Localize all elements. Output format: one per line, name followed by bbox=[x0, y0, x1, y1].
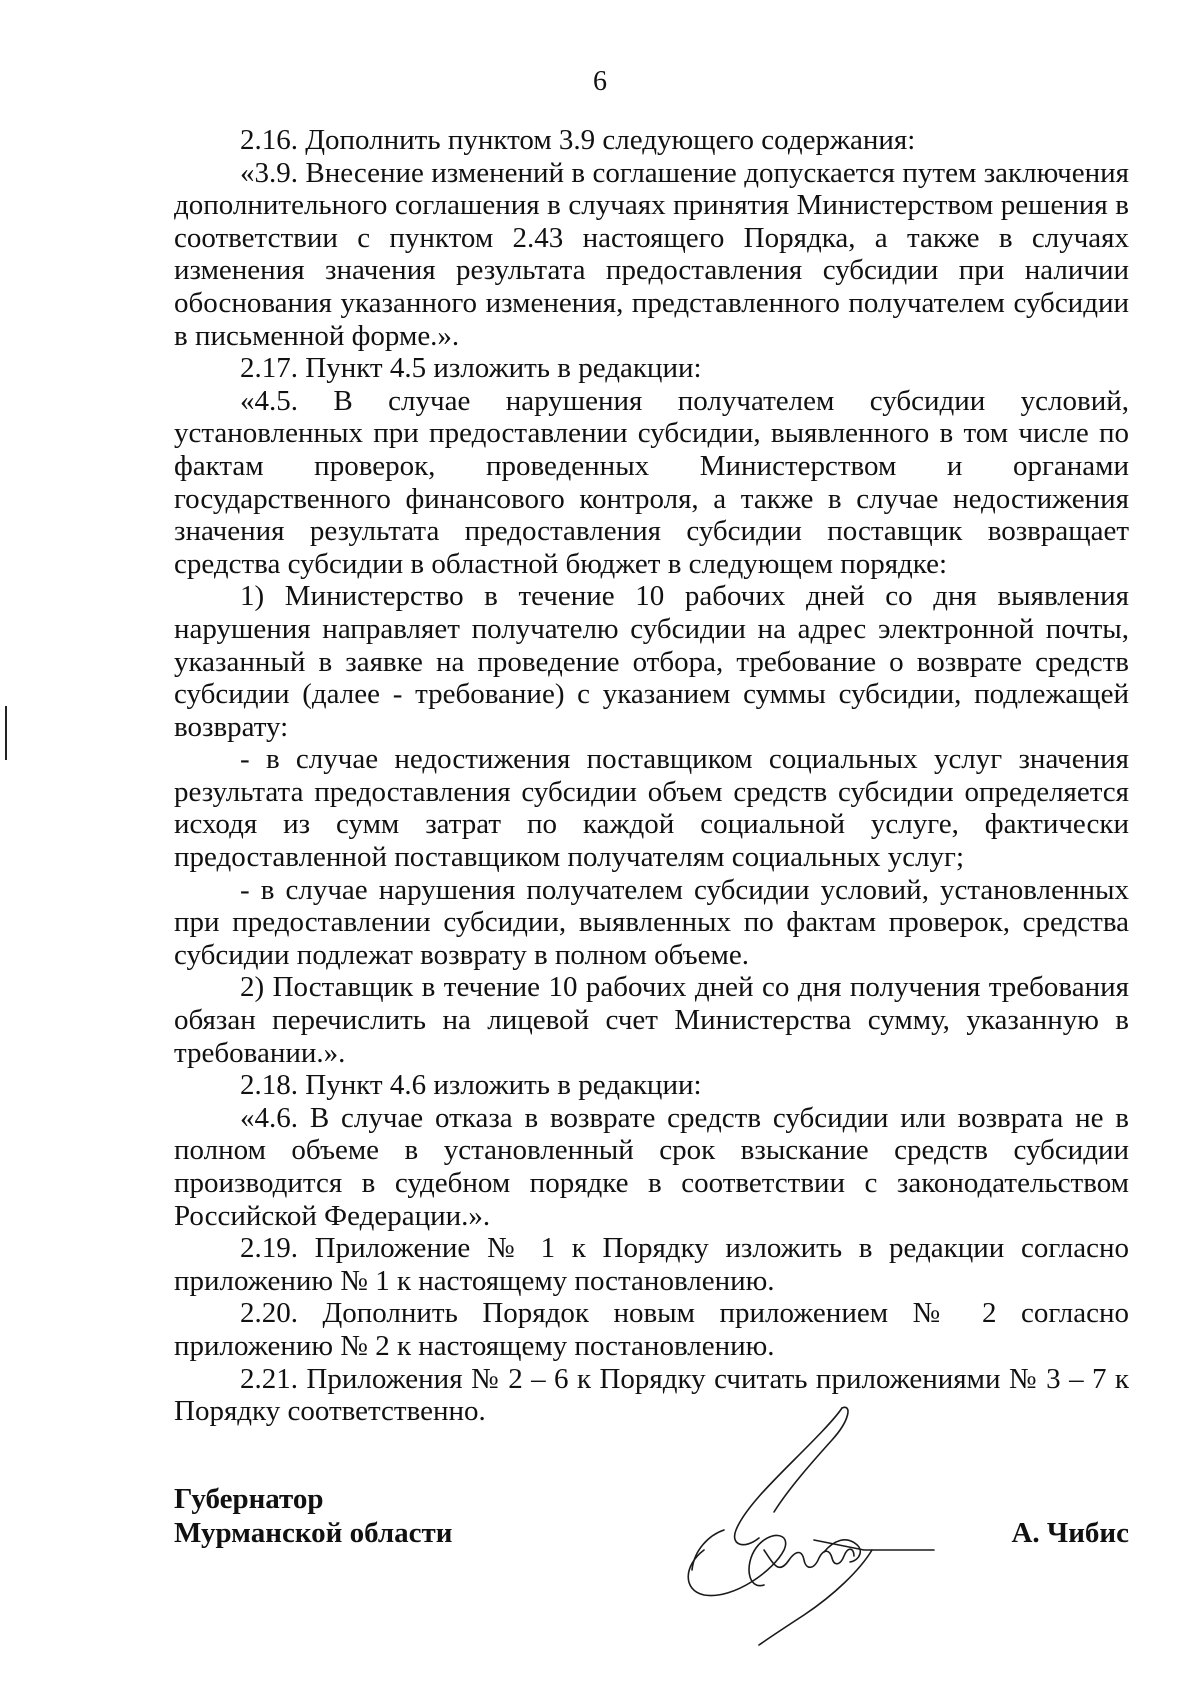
paragraph-4-5-dash-2: - в случае нарушения получателем субсидии условий, установленных при предоставлении субсидии, выявленных по фактам проверок, средства субсидии подлежат возврату в полном объеме. bbox=[174, 873, 1129, 971]
paragraph-3-9: «3.9. Внесение изменений в соглашение допускается путем заключения дополнительного соглашения в случаях принятия Министерством решения в соответствии с пунктом 2.43 настоящего Порядка, а также в случаях изменения значения результата предоставления субсидии при наличии обоснования указанного изменения, представленного получателем субсидии в письменной форме.». bbox=[174, 156, 1129, 352]
paragraph-2-21: 2.21. Приложения № 2 – 6 к Порядку считать приложениями № 3 – 7 к Порядку соответственно. bbox=[174, 1362, 1129, 1428]
paragraph-4-5-item-2: 2) Поставщик в течение 10 рабочих дней со дня получения требования обязан перечислить на лицевой счет Министерства сумму, указанную в требовании.». bbox=[174, 971, 1129, 1069]
page-number: 6 bbox=[593, 66, 607, 97]
signatory-name: А. Чибис bbox=[1011, 1517, 1129, 1549]
paragraph-4-5: «4.5. В случае нарушения получателем субсидии условий, установленных при предоставлении субсидии, выявленного в том числе по фактам проверок, проведенных Министерством и органами государственного финансового контроля, а также в случае недостижения значения результата предоставления субсидии поставщик возвращает средства субсидии в областной бюджет в следующем порядке: bbox=[174, 384, 1129, 580]
paragraph-4-6: «4.6. В случае отказа в возврате средств субсидии или возврата не в полном объеме в установленный срок взыскание средств субсидии производится в судебном порядке в соответствии с законодательством Российской Федерации.». bbox=[174, 1101, 1129, 1232]
scan-edge-mark bbox=[5, 706, 7, 760]
handwritten-signature bbox=[664, 1400, 944, 1650]
signatory-title bbox=[174, 1482, 452, 1550]
paragraph-4-5-item-1: 1) Министерство в течение 10 рабочих дней со дня выявления нарушения направляет получателю субсидии на адрес электронной почты, указанный в заявке на проведение отбора, требование о возврате средств субсидии (далее - требование) с указанием суммы субсидии, подлежащей возврату: bbox=[174, 580, 1129, 743]
signatory-title-line-1: Губернатор bbox=[174, 1483, 324, 1515]
paragraph-4-5-dash-1: - в случае недостижения поставщиком социальных услуг значения результата предоставления субсидии объем средств субсидии определяется исходя из сумм затрат по каждой социальной услуге, фактически предоставленной поставщиком получателям социальных услуг; bbox=[174, 743, 1129, 874]
paragraph-2-20: 2.20. Дополнить Порядок новым приложением № 2 согласно приложению № 2 к настоящему постановлению. bbox=[174, 1297, 1129, 1362]
paragraph-2-16: 2.16. Дополнить пунктом 3.9 следующего содержания: bbox=[240, 124, 916, 156]
document-body bbox=[174, 124, 1129, 1428]
paragraph-2-19: 2.19. Приложение № 1 к Порядку изложить в редакции согласно приложению № 1 к настоящему постановлению. bbox=[174, 1232, 1129, 1297]
paragraph-2-18: 2.18. Пункт 4.6 изложить в редакции: bbox=[240, 1069, 702, 1102]
signatory-title-line-2: Мурманской области bbox=[174, 1517, 453, 1549]
signature-block bbox=[174, 1482, 1129, 1662]
paragraph-2-17: 2.17. Пункт 4.5 изложить в редакции: bbox=[240, 352, 702, 385]
